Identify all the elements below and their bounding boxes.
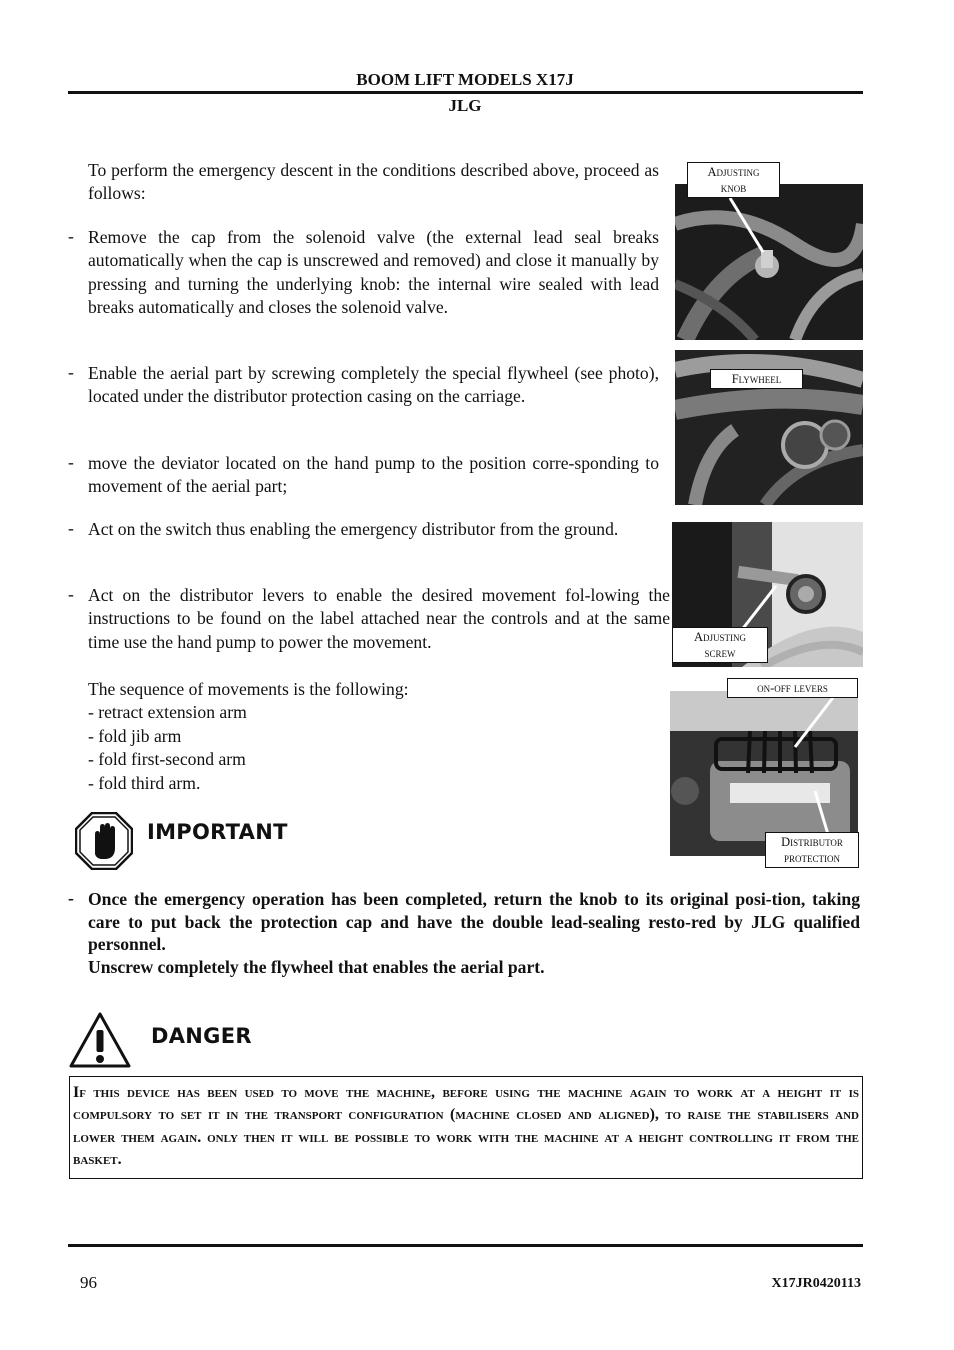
caption-adjusting-knob: Adjusting knob — [687, 162, 780, 198]
step-1: Remove the cap from the solenoid valve (the external lead seal breaks automatically when the cap is unscrewed and removed) and close it manually by pressing and turning the underlying knob: the internal wire sealed with lead breaks automatically and closes the solenoid valve. — [88, 227, 659, 318]
sequence-item: - retract extension arm — [88, 702, 247, 723]
caption-adjusting-screw: Adjusting screw — [672, 627, 768, 663]
page-number: 96 — [80, 1273, 97, 1292]
bullet-dash: - — [68, 226, 74, 246]
caption-on-off-levers: on-off levers — [727, 678, 858, 698]
document-code: X17JR0420113 — [771, 1276, 861, 1291]
bullet-dash: - — [68, 452, 74, 472]
bullet-dash: - — [68, 518, 74, 538]
sequence-item: - fold third arm. — [88, 772, 201, 793]
sequence-intro: The sequence of movements is the following: — [88, 679, 409, 699]
bullet-dash: - — [68, 362, 74, 382]
intro-paragraph: To perform the emergency descent in the conditions described above, proceed as follows: — [88, 160, 659, 204]
caption-flywheel: Flywheel — [710, 369, 803, 389]
danger-text-box — [69, 1076, 863, 1179]
warning-triangle-icon — [69, 1012, 131, 1068]
document-title: BOOM LIFT MODELS X17J — [356, 70, 574, 89]
footer-rule — [68, 1244, 863, 1247]
sequence-item: - fold jib arm — [88, 725, 182, 746]
important-text: Once the emergency operation has been completed, return the knob to its original posi-tion, taking care to put back the protection cap and have the double lead-sealing resto-red by JLG qualified personnel. Unscrew completely the flywheel that enables the aerial part. — [88, 889, 860, 977]
step-5: Act on the distributor levers to enable the desired movement fol-lowing the instructions to be found on the label attached near the controls and at the same time use the hand pump to power the movement. — [88, 585, 670, 652]
sequence-list — [88, 678, 409, 795]
sequence-item: - fold first-second arm — [88, 749, 246, 770]
step-2: Enable the aerial part by screwing completely the special flywheel (see photo), located under the distributor protection casing on the carriage. — [88, 363, 659, 407]
step-3: move the deviator located on the hand pump to the position corre-sponding to movement of the aerial part; — [88, 453, 659, 497]
step-4: Act on the switch thus enabling the emergency distributor from the ground. — [88, 519, 619, 539]
danger-text: If this device has been used to move the machine, before using the machine again to work at a height it is compulsory to set it in the transport configuration (machine closed and aligned), to raise the stabilisers and lower them again. only then it will be possible to work with the machine at a height controlling it from the basket. — [73, 1084, 859, 1169]
header-rule — [68, 91, 863, 94]
stop-hand-icon — [75, 812, 133, 870]
document-subtitle: JLG — [448, 96, 482, 115]
photo-adjusting-knob — [675, 184, 863, 340]
bullet-dash: - — [68, 584, 74, 604]
danger-heading: DANGER — [151, 1024, 252, 1048]
bullet-dash: - — [68, 888, 74, 908]
caption-distributor-protection: Distributor protection — [765, 832, 859, 868]
important-heading: IMPORTANT — [147, 820, 288, 844]
